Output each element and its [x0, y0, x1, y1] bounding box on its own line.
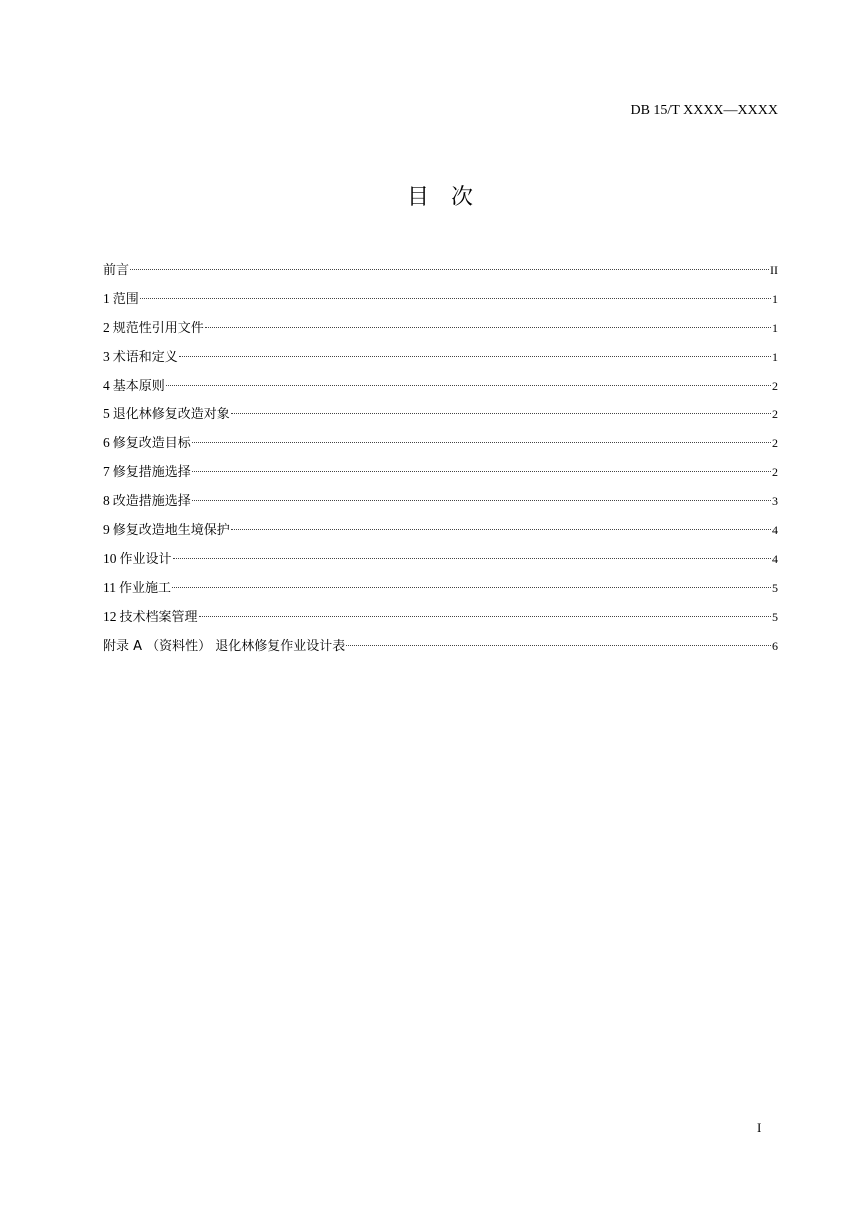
- toc-entry-text: 规范性引用文件: [112, 320, 204, 336]
- toc-dot-leader: [179, 356, 771, 357]
- toc-entry-text: 基本原则: [112, 378, 165, 394]
- toc-entry-label: [103, 400, 230, 430]
- toc-dot-leader: [205, 327, 771, 328]
- toc-entry-page-number: 1: [772, 320, 778, 335]
- toc-entry[interactable]: [103, 603, 778, 632]
- toc-entry-number: 10: [103, 550, 117, 566]
- toc-entry-number: 4: [103, 377, 110, 393]
- toc-entry-page-number: 4: [772, 523, 778, 538]
- toc-entry-number: 7: [103, 464, 110, 480]
- toc-entry[interactable]: [103, 256, 778, 285]
- toc-entry[interactable]: [103, 632, 778, 661]
- toc-dot-leader: [231, 529, 771, 530]
- toc-entry-label: [103, 285, 139, 315]
- toc-entry-text: 技术档案管理: [119, 609, 198, 625]
- toc-entry-page-number: 1: [772, 291, 778, 306]
- toc-entry-page-number: 1: [772, 349, 778, 364]
- toc-entry-label: [103, 458, 191, 488]
- toc-dot-leader: [130, 269, 769, 270]
- toc-entry-text: 退化林修复改造对象: [112, 407, 230, 423]
- toc-entry-label: [103, 545, 172, 575]
- toc-entry-label: [103, 574, 171, 604]
- toc-dot-leader: [192, 442, 771, 443]
- toc-entry-label: [103, 429, 191, 459]
- toc-entry-text: 改造措施选择: [112, 494, 191, 510]
- toc-entry-label: [103, 516, 230, 546]
- page-number: I: [757, 1120, 762, 1135]
- toc-entry-label: [103, 603, 198, 633]
- toc-dot-leader: [231, 413, 771, 414]
- toc-entry[interactable]: [103, 458, 778, 487]
- toc-entry-number: 12: [103, 608, 117, 624]
- toc-dot-leader: [166, 385, 771, 386]
- toc-dot-leader: [192, 471, 771, 472]
- toc-dot-leader: [140, 298, 771, 299]
- toc-entry-page-number: 3: [772, 494, 778, 509]
- toc-entry-number: 11: [103, 579, 116, 595]
- toc-entry-page-number: 2: [772, 378, 778, 393]
- toc-entry[interactable]: [103, 429, 778, 458]
- toc-entry-text: 附录 A （资料性） 退化林修复作业设计表: [103, 638, 346, 654]
- toc-entry-number: 8: [103, 493, 110, 509]
- toc-entry-number: 3: [103, 348, 110, 364]
- toc-entry-page-number: 4: [772, 551, 778, 566]
- toc-entry-text: 术语和定义: [112, 349, 178, 365]
- document-code: DB 15/T XXXX—XXXX: [630, 103, 778, 118]
- toc-dot-leader: [346, 645, 771, 646]
- toc-entry[interactable]: [103, 343, 778, 372]
- toc-entry-text: 前言: [103, 263, 130, 278]
- toc-entry-text: 修复改造目标: [112, 436, 191, 452]
- toc-entry-page-number: 5: [772, 580, 778, 595]
- toc-entry-page-number: 2: [772, 407, 778, 422]
- toc-entry-page-number: II: [770, 263, 778, 277]
- toc-entry[interactable]: [103, 545, 778, 574]
- toc-entry-page-number: 2: [772, 436, 778, 451]
- toc-entry[interactable]: [103, 314, 778, 343]
- toc-title: 目 次: [406, 185, 473, 210]
- toc-entry-number: 2: [103, 319, 110, 335]
- toc-entry-label: [103, 343, 178, 373]
- toc-entry-number: 9: [103, 522, 110, 538]
- toc-entry-page-number: 5: [772, 609, 778, 624]
- toc-entry-text: 修复改造地生境保护: [112, 523, 230, 539]
- toc-entry-number: 5: [103, 406, 110, 422]
- toc-entry[interactable]: [103, 372, 778, 401]
- toc-entry[interactable]: [103, 285, 778, 314]
- toc-entry-text: 范围: [112, 291, 139, 307]
- toc-list: [103, 256, 778, 660]
- toc-entry-label: [103, 256, 129, 286]
- toc-dot-leader: [173, 558, 771, 559]
- toc-entry-page-number: 2: [772, 465, 778, 480]
- toc-entry-text: 修复措施选择: [112, 465, 191, 481]
- toc-entry-text: 作业施工: [119, 580, 172, 596]
- toc-entry[interactable]: [103, 516, 778, 545]
- toc-entry-label: [103, 487, 191, 517]
- toc-dot-leader: [192, 500, 771, 501]
- toc-entry[interactable]: [103, 487, 778, 516]
- toc-entry-page-number: 6: [772, 638, 778, 653]
- toc-entry-label: [103, 632, 345, 662]
- toc-entry-number: 1: [103, 290, 110, 306]
- toc-entry[interactable]: [103, 400, 778, 429]
- toc-entry-label: [103, 314, 204, 344]
- toc-entry-text: 作业设计: [119, 551, 172, 567]
- toc-entry[interactable]: [103, 574, 778, 603]
- toc-dot-leader: [172, 587, 771, 588]
- toc-dot-leader: [199, 616, 771, 617]
- toc-entry-number: 6: [103, 435, 110, 451]
- toc-entry-label: [103, 372, 165, 402]
